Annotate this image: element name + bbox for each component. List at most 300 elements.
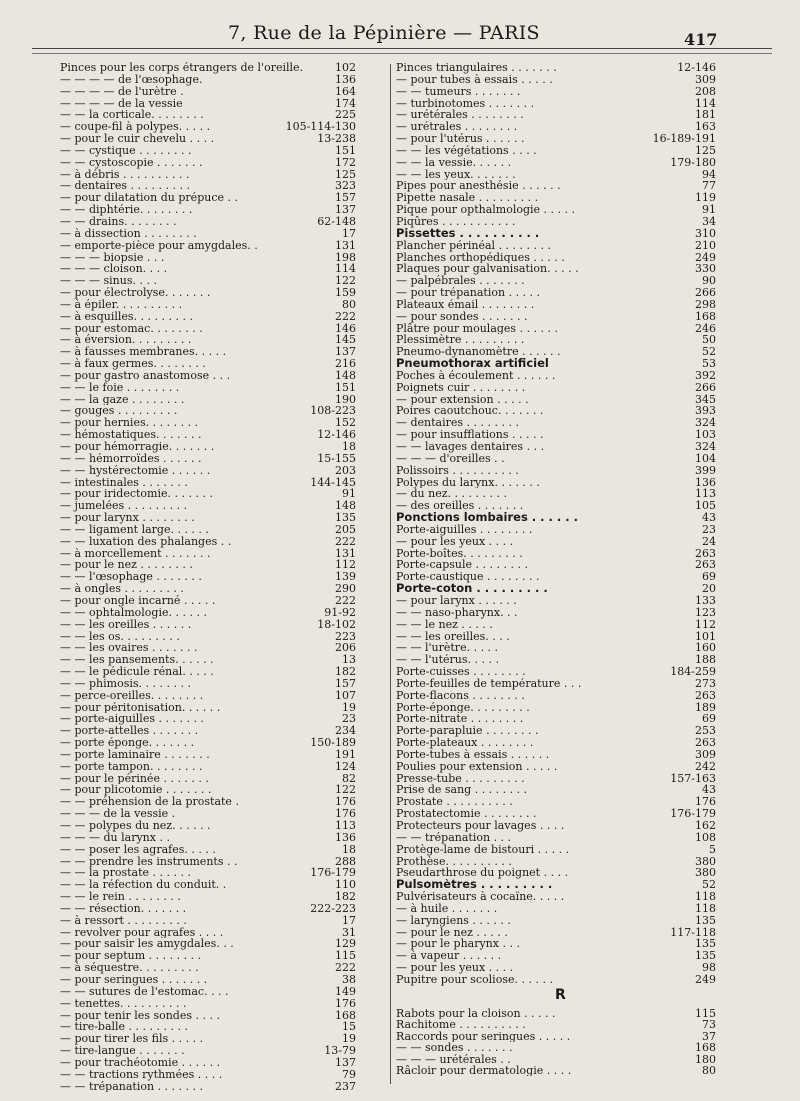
entry-term: Polypes du larynx. . . . . . . (396, 476, 540, 489)
entry-term: Pseudarthrose du poignet . . . . (396, 867, 569, 880)
index-entry (60, 429, 356, 441)
index-entry (396, 382, 716, 394)
entry-term: Prostatectomie . . . . . . . . (396, 808, 537, 820)
entry-term: — — lavages dentaires . . . (396, 441, 545, 453)
entry-page-number: 206 (335, 641, 356, 655)
entry-page-number: 112 (335, 558, 356, 572)
entry-page-number: 24 (702, 534, 716, 548)
entry-term: — — — urétérales . . (396, 1053, 511, 1065)
index-entry (396, 346, 716, 358)
page-header (0, 22, 800, 48)
entry-page-number: 91 (342, 487, 356, 501)
entry-page-number: 18-102 (317, 617, 356, 631)
entry-term: — à ongles . . . . . . . . . (60, 583, 184, 595)
entry-page-number: 176 (335, 795, 356, 809)
entry-page-number: 115 (335, 949, 356, 963)
index-entry (60, 311, 356, 323)
entry-page-number: 38 (342, 972, 356, 986)
entry-term: — urétrales . . . . . . . . (396, 121, 518, 134)
index-entry (396, 429, 716, 441)
entry-term: Prothèse. . . . . . . . . . (396, 855, 512, 868)
entry-term: Plateaux émail . . . . . . . . (396, 298, 535, 311)
entry-term: Porte-tubes à essais . . . . . . (396, 748, 550, 761)
entry-page-number: 135 (695, 913, 716, 927)
index-entry (396, 1042, 716, 1053)
entry-term: — — les pansements. . . . . . (60, 654, 214, 667)
index-entry (60, 121, 356, 133)
entry-page-number: 13-238 (317, 132, 356, 146)
index-entry (60, 879, 356, 891)
index-entry (60, 595, 356, 607)
entry-term: — porte laminaire . . . . . . . (60, 748, 210, 761)
entry-term: — pour estomac. . . . . . . . (60, 322, 203, 335)
entry-term: — tire-balle . . . . . . . . . (60, 1021, 189, 1034)
entry-page-number: 234 (335, 724, 356, 738)
entry-term: — — les oreilles . . . . . . (60, 618, 192, 631)
entry-page-number: 98 (702, 961, 716, 975)
entry-term: — — — biopsie . . . (60, 251, 165, 264)
entry-page-number: 43 (702, 783, 716, 797)
entry-term: — à faux germes. . . . . . . . (60, 358, 206, 370)
entry-term: — — l'utérus. . . . . (396, 654, 500, 667)
index-entry (60, 808, 356, 820)
index-entry (396, 583, 716, 595)
entry-page-number: 104 (695, 451, 716, 465)
index-entry (60, 986, 356, 998)
entry-term: — pour le pharynx . . . (396, 938, 520, 951)
entry-page-number: 290 (335, 582, 356, 596)
entry-page-number: 309 (695, 747, 716, 761)
entry-page-number: 90 (702, 274, 716, 288)
index-entry (60, 86, 356, 98)
entry-page-number: 23 (702, 522, 716, 536)
entry-page-number: 137 (335, 1055, 356, 1069)
index-entry (396, 536, 716, 548)
entry-term: — — le foie . . . . . . . . (60, 381, 180, 394)
entry-page-number: 118 (695, 901, 716, 915)
entry-term: — pour seringues . . . . . . . (60, 973, 208, 986)
entry-page-number: 123 (695, 605, 716, 619)
entry-term: — — le rein . . . . . . . . (60, 891, 181, 903)
index-entry (396, 1008, 716, 1019)
entry-term: Pneumothorax artificiel (396, 358, 549, 370)
entry-term: Rachitome . . . . . . . . . . (396, 1019, 526, 1031)
entry-page-number: 110 (335, 878, 356, 892)
page-number: 417 (684, 30, 718, 49)
entry-page-number: 216 (335, 357, 356, 371)
index-entry (60, 666, 356, 678)
entry-page-number: 168 (695, 1041, 716, 1055)
entry-term: Prise de sang . . . . . . . . (396, 784, 528, 797)
index-entry (60, 536, 356, 548)
entry-page-number: 94 (702, 167, 716, 181)
entry-term: — — la vessie. . . . . . (396, 156, 512, 169)
entry-term: Raccords pour seringues . . . . . (396, 1030, 571, 1043)
entry-page-number: 345 (695, 392, 716, 406)
entry-term: — pour tubes à essais . . . . . (396, 73, 553, 86)
index-entry (60, 382, 356, 394)
entry-page-number: 135 (695, 949, 716, 963)
index-entry (60, 216, 356, 228)
entry-term: Porte-feuilles de température . . . (396, 677, 582, 690)
index-entry (396, 879, 716, 891)
entry-term: Porte-coton . . . . . . . . . (396, 583, 548, 595)
entry-page-number: 131 (335, 546, 356, 560)
entry-term: — pour l'utérus . . . . . . (396, 133, 525, 145)
entry-term: — dentaires . . . . . . . . . (60, 180, 190, 193)
entry-page-number: 266 (695, 380, 716, 394)
entry-term: — pour septum . . . . . . . . (60, 950, 202, 963)
index-entry (60, 903, 356, 915)
entry-page-number: 13-79 (324, 1044, 356, 1058)
index-entry (396, 654, 716, 666)
index-entry (60, 631, 356, 643)
entry-term: — porte-attelles . . . . . . . (60, 725, 199, 738)
entry-page-number: 157-163 (670, 771, 716, 785)
index-entry (60, 1033, 356, 1045)
entry-page-number: 107 (335, 688, 356, 702)
index-entry (60, 559, 356, 571)
index-entry (396, 962, 716, 974)
entry-page-number: 148 (335, 368, 356, 382)
entry-page-number: 179-180 (670, 155, 716, 169)
entry-term: Planches orthopédiques . . . . . (396, 251, 565, 264)
entry-page-number: 157 (335, 191, 356, 205)
index-entry (60, 938, 356, 950)
index-entry (60, 453, 356, 465)
entry-page-number: 146 (335, 321, 356, 335)
entry-page-number: 18 (342, 440, 356, 453)
index-entry (60, 950, 356, 962)
entry-term: — jumelées . . . . . . . . . (60, 500, 188, 513)
entry-page-number: 125 (335, 167, 356, 181)
entry-page-number: 151 (335, 380, 356, 394)
entry-term: — du nez. . . . . . . . . (396, 488, 507, 501)
entry-term: Porte-éponge. . . . . . . . . (396, 701, 530, 714)
entry-term: — — la corticale. . . . . . . . (60, 109, 204, 122)
entry-page-number: 112 (695, 617, 716, 631)
entry-term: — — trépanation . . . . . . . (60, 1080, 204, 1093)
entry-term: — laryngiens . . . . . . (396, 914, 511, 927)
index-entry (60, 1057, 356, 1069)
index-entry (396, 192, 716, 204)
entry-term: — à éversion. . . . . . . . . (60, 334, 192, 347)
index-entry (60, 1021, 356, 1033)
entry-term: Poches à écoulement . . . . . . (396, 369, 556, 382)
entry-page-number: 176-179 (670, 807, 716, 821)
entry-term: — — — du larynx . . (60, 831, 170, 844)
entry-page-number: 223 (335, 629, 356, 643)
entry-page-number: 113 (695, 487, 716, 501)
entry-term: Rabots pour la cloison . . . . . (396, 1008, 556, 1020)
entry-page-number: 145 (335, 333, 356, 347)
index-entry (60, 240, 356, 252)
index-entry (60, 974, 356, 986)
entry-page-number: 122 (335, 274, 356, 288)
entry-page-number: 174 (335, 96, 356, 110)
entry-page-number: 242 (695, 759, 716, 773)
entry-page-number: 222-223 (310, 901, 356, 915)
entry-term: Prostate . . . . . . . . . . (396, 796, 513, 809)
index-entry (396, 844, 716, 856)
entry-term: — — les ovaires . . . . . . . (60, 642, 198, 655)
entry-page-number: 15 (342, 1020, 356, 1034)
index-entry (60, 405, 356, 417)
entry-page-number: 118 (695, 890, 716, 904)
index-entry (60, 690, 356, 702)
index-entry (396, 607, 716, 619)
index-entry (60, 998, 356, 1010)
entry-page-number: 53 (702, 357, 716, 371)
index-entry (396, 145, 716, 157)
entry-term: — dentaires . . . . . . . . (396, 417, 519, 430)
index-entry (396, 216, 716, 228)
entry-term: — pour péritonisation. . . . . . (60, 701, 221, 714)
entry-page-number: 122 (335, 783, 356, 797)
entry-term: — pour dilatation du prépuce . . (60, 192, 238, 205)
entry-term: Porte-flacons . . . . . . . . (396, 689, 525, 702)
entry-term: — pour hernies. . . . . . . . (60, 417, 199, 430)
entry-term: — — — — de la vessie (60, 97, 183, 110)
entry-term: — pour iridectomie. . . . . . . (60, 488, 213, 501)
entry-page-number: 184-259 (670, 665, 716, 679)
entry-term: — à épiler. . . . . . . . . . (60, 298, 183, 311)
entry-term: Pinces pour les corps étrangers de l'oreille. (60, 62, 304, 74)
index-entry (396, 465, 716, 477)
index-entry (396, 157, 716, 169)
index-entry (60, 370, 356, 382)
entry-term: — — naso-pharynx. . . (396, 606, 518, 619)
entry-page-number: 136 (335, 72, 356, 86)
index-entry (60, 512, 356, 524)
entry-page-number: 399 (695, 463, 716, 477)
index-entry (396, 642, 716, 654)
index-entry (60, 773, 356, 785)
entry-page-number: 172 (335, 155, 356, 169)
index-entry (396, 287, 716, 299)
entry-page-number: 393 (695, 404, 716, 418)
entry-page-number: 176-179 (310, 866, 356, 880)
index-entry (60, 844, 356, 856)
index-entry (396, 903, 716, 915)
index-entry (60, 820, 356, 832)
index-entry (60, 761, 356, 773)
index-entry (60, 263, 356, 275)
entry-page-number: 137 (335, 345, 356, 359)
index-entry (396, 548, 716, 560)
entry-page-number: 157 (335, 676, 356, 690)
index-entry (60, 133, 356, 145)
entry-term: — pour trépanation . . . . . (396, 287, 541, 299)
entry-page-number: 222 (335, 534, 356, 548)
entry-term: — — prendre les instruments . . (60, 855, 238, 868)
index-entry (396, 595, 716, 607)
entry-page-number: 249 (695, 972, 716, 986)
entry-term: Piqûres . . . . . . . . . . . (396, 215, 516, 228)
entry-term: — gouges . . . . . . . . . (60, 405, 178, 418)
entry-term: — pour tirer les fils . . . . . (60, 1033, 204, 1046)
entry-page-number: 222 (335, 593, 356, 607)
index-entry (396, 488, 716, 500)
index-entry (60, 417, 356, 429)
entry-term: — pour trachéotomie . . . . . . (60, 1056, 221, 1069)
index-entry (396, 666, 716, 678)
index-entry (60, 619, 356, 631)
entry-page-number: 380 (695, 866, 716, 880)
entry-term: — pour le cuir chevelu . . . . (60, 133, 215, 145)
entry-term: Porte-boîtes. . . . . . . . . (396, 547, 523, 560)
entry-page-number: 159 (335, 286, 356, 300)
index-entry (60, 607, 356, 619)
entry-term: — — les végétations . . . . (396, 144, 537, 157)
entry-term: — emporte-pièce pour amygdales. . (60, 239, 258, 252)
index-entry (396, 228, 716, 240)
index-entry (60, 323, 356, 335)
entry-term: Pissettes . . . . . . . . . . (396, 227, 540, 240)
entry-term: — pour le nez . . . . . . . . (60, 559, 193, 572)
right-column (396, 62, 716, 986)
index-entry (396, 311, 716, 323)
index-entry (60, 749, 356, 761)
entry-page-number: 392 (695, 368, 716, 382)
entry-page-number: 17 (342, 913, 356, 927)
entry-page-number: 117-118 (670, 925, 716, 939)
entry-page-number: 198 (335, 250, 356, 264)
index-entry (60, 488, 356, 500)
index-entry (396, 323, 716, 335)
entry-term: Plancher périnéal . . . . . . . . (396, 239, 552, 252)
entry-page-number: 114 (695, 96, 716, 110)
entry-term: — — polypes du nez. . . . . . (60, 820, 211, 832)
index-entry (396, 512, 716, 524)
index-entry (60, 252, 356, 264)
entry-page-number: 69 (702, 712, 716, 726)
entry-term: Plaques pour galvanisation. . . . . (396, 263, 579, 276)
entry-term: — à débris . . . . . . . . . . (60, 168, 190, 181)
left-column (60, 62, 356, 1092)
index-entry (396, 856, 716, 868)
entry-page-number: 144-145 (310, 475, 356, 489)
entry-term: — urétérales . . . . . . . . (396, 109, 524, 122)
entry-page-number: 149 (335, 984, 356, 998)
entry-page-number: 152 (335, 416, 356, 430)
index-entry (396, 832, 716, 844)
index-entry (396, 441, 716, 453)
entry-page-number: 135 (335, 511, 356, 525)
index-entry (396, 713, 716, 725)
entry-page-number: 160 (695, 641, 716, 655)
entry-page-number: 62-148 (317, 214, 356, 228)
entry-term: Pulsomètres . . . . . . . . . (396, 879, 553, 892)
entry-page-number: 181 (695, 108, 716, 122)
entry-term: — — l'urètre. . . . . (396, 642, 499, 655)
entry-page-number: 330 (695, 262, 716, 276)
index-entry (396, 109, 716, 121)
entry-page-number: 103 (695, 428, 716, 442)
index-entry (396, 204, 716, 216)
entry-term: — pour hémorragie. . . . . . . (60, 441, 215, 453)
entry-page-number: 188 (695, 653, 716, 667)
entry-term: — à séquestre. . . . . . . . . (60, 962, 199, 974)
right-column-r-section (396, 1008, 716, 1076)
entry-page-number: 102 (335, 61, 356, 74)
entry-page-number: 323 (335, 179, 356, 193)
index-entry (396, 915, 716, 927)
entry-term: — — — sinus. . . . (60, 275, 157, 288)
entry-term: — pour le périnée . . . . . . . (60, 772, 209, 785)
index-entry (396, 86, 716, 98)
entry-page-number: 324 (695, 416, 716, 430)
entry-term: — pour larynx . . . . . . (396, 594, 517, 607)
index-entry (396, 678, 716, 690)
index-entry (396, 74, 716, 86)
entry-page-number: 182 (335, 890, 356, 904)
entry-page-number: 324 (695, 440, 716, 453)
index-entry (60, 500, 356, 512)
entry-page-number: 190 (335, 392, 356, 406)
entry-term: — — hémorroïdes . . . . . . (60, 452, 202, 465)
index-entry (396, 690, 716, 702)
index-entry (60, 74, 356, 86)
entry-page-number: 136 (335, 830, 356, 844)
entry-page-number: 222 (335, 309, 356, 323)
entry-page-number: 263 (695, 546, 716, 560)
index-entry (60, 228, 356, 240)
entry-term: — — luxation des phalanges . . (60, 535, 232, 548)
index-entry (60, 169, 356, 181)
entry-page-number: 191 (335, 747, 356, 761)
entry-term: — — — de la vessie . (60, 808, 176, 820)
index-entry (60, 737, 356, 749)
entry-term: — — l'œsophage . . . . . . . (60, 571, 202, 584)
entry-page-number: 12-146 (317, 428, 356, 442)
entry-term: — pour les yeux . . . . (396, 962, 514, 974)
entry-term: Porte-aiguilles . . . . . . . . (396, 523, 533, 536)
index-entry (396, 725, 716, 737)
entry-term: — — les yeux. . . . . . . (396, 168, 516, 181)
entry-page-number: 263 (695, 558, 716, 572)
index-entry (396, 299, 716, 311)
index-entry (396, 240, 716, 252)
entry-page-number: 288 (335, 854, 356, 868)
entry-page-number: 133 (695, 593, 716, 607)
index-entry (396, 133, 716, 145)
entry-page-number: 80 (702, 1063, 716, 1077)
entry-term: — — — cloison. . . . (60, 263, 168, 276)
entry-page-number: 20 (702, 582, 716, 596)
entry-term: — — poser les agrafes. . . . . (60, 843, 216, 856)
index-entry (396, 98, 716, 110)
entry-page-number: 148 (335, 499, 356, 513)
entry-page-number: 15-155 (317, 451, 356, 465)
entry-term: — à ressort . . . . . . . . . (60, 914, 187, 927)
index-entry (396, 275, 716, 287)
entry-page-number: 91 (702, 203, 716, 217)
entry-page-number: 168 (335, 1008, 356, 1022)
entry-page-number: 137 (335, 203, 356, 217)
entry-page-number: 164 (335, 84, 356, 98)
entry-page-number: 203 (335, 463, 356, 477)
entry-page-number: 237 (335, 1079, 356, 1093)
entry-page-number: 263 (695, 736, 716, 750)
entry-page-number: 18 (342, 842, 356, 856)
entry-term: Porte-capsule . . . . . . . . (396, 559, 528, 572)
entry-page-number: 163 (695, 120, 716, 134)
entry-term: — — hystérectomie . . . . . . (60, 464, 211, 477)
entry-term: — pour ongle incarné . . . . . (60, 594, 216, 607)
entry-term: — pour le nez . . . . . (396, 926, 508, 939)
entry-page-number: 210 (695, 238, 716, 252)
